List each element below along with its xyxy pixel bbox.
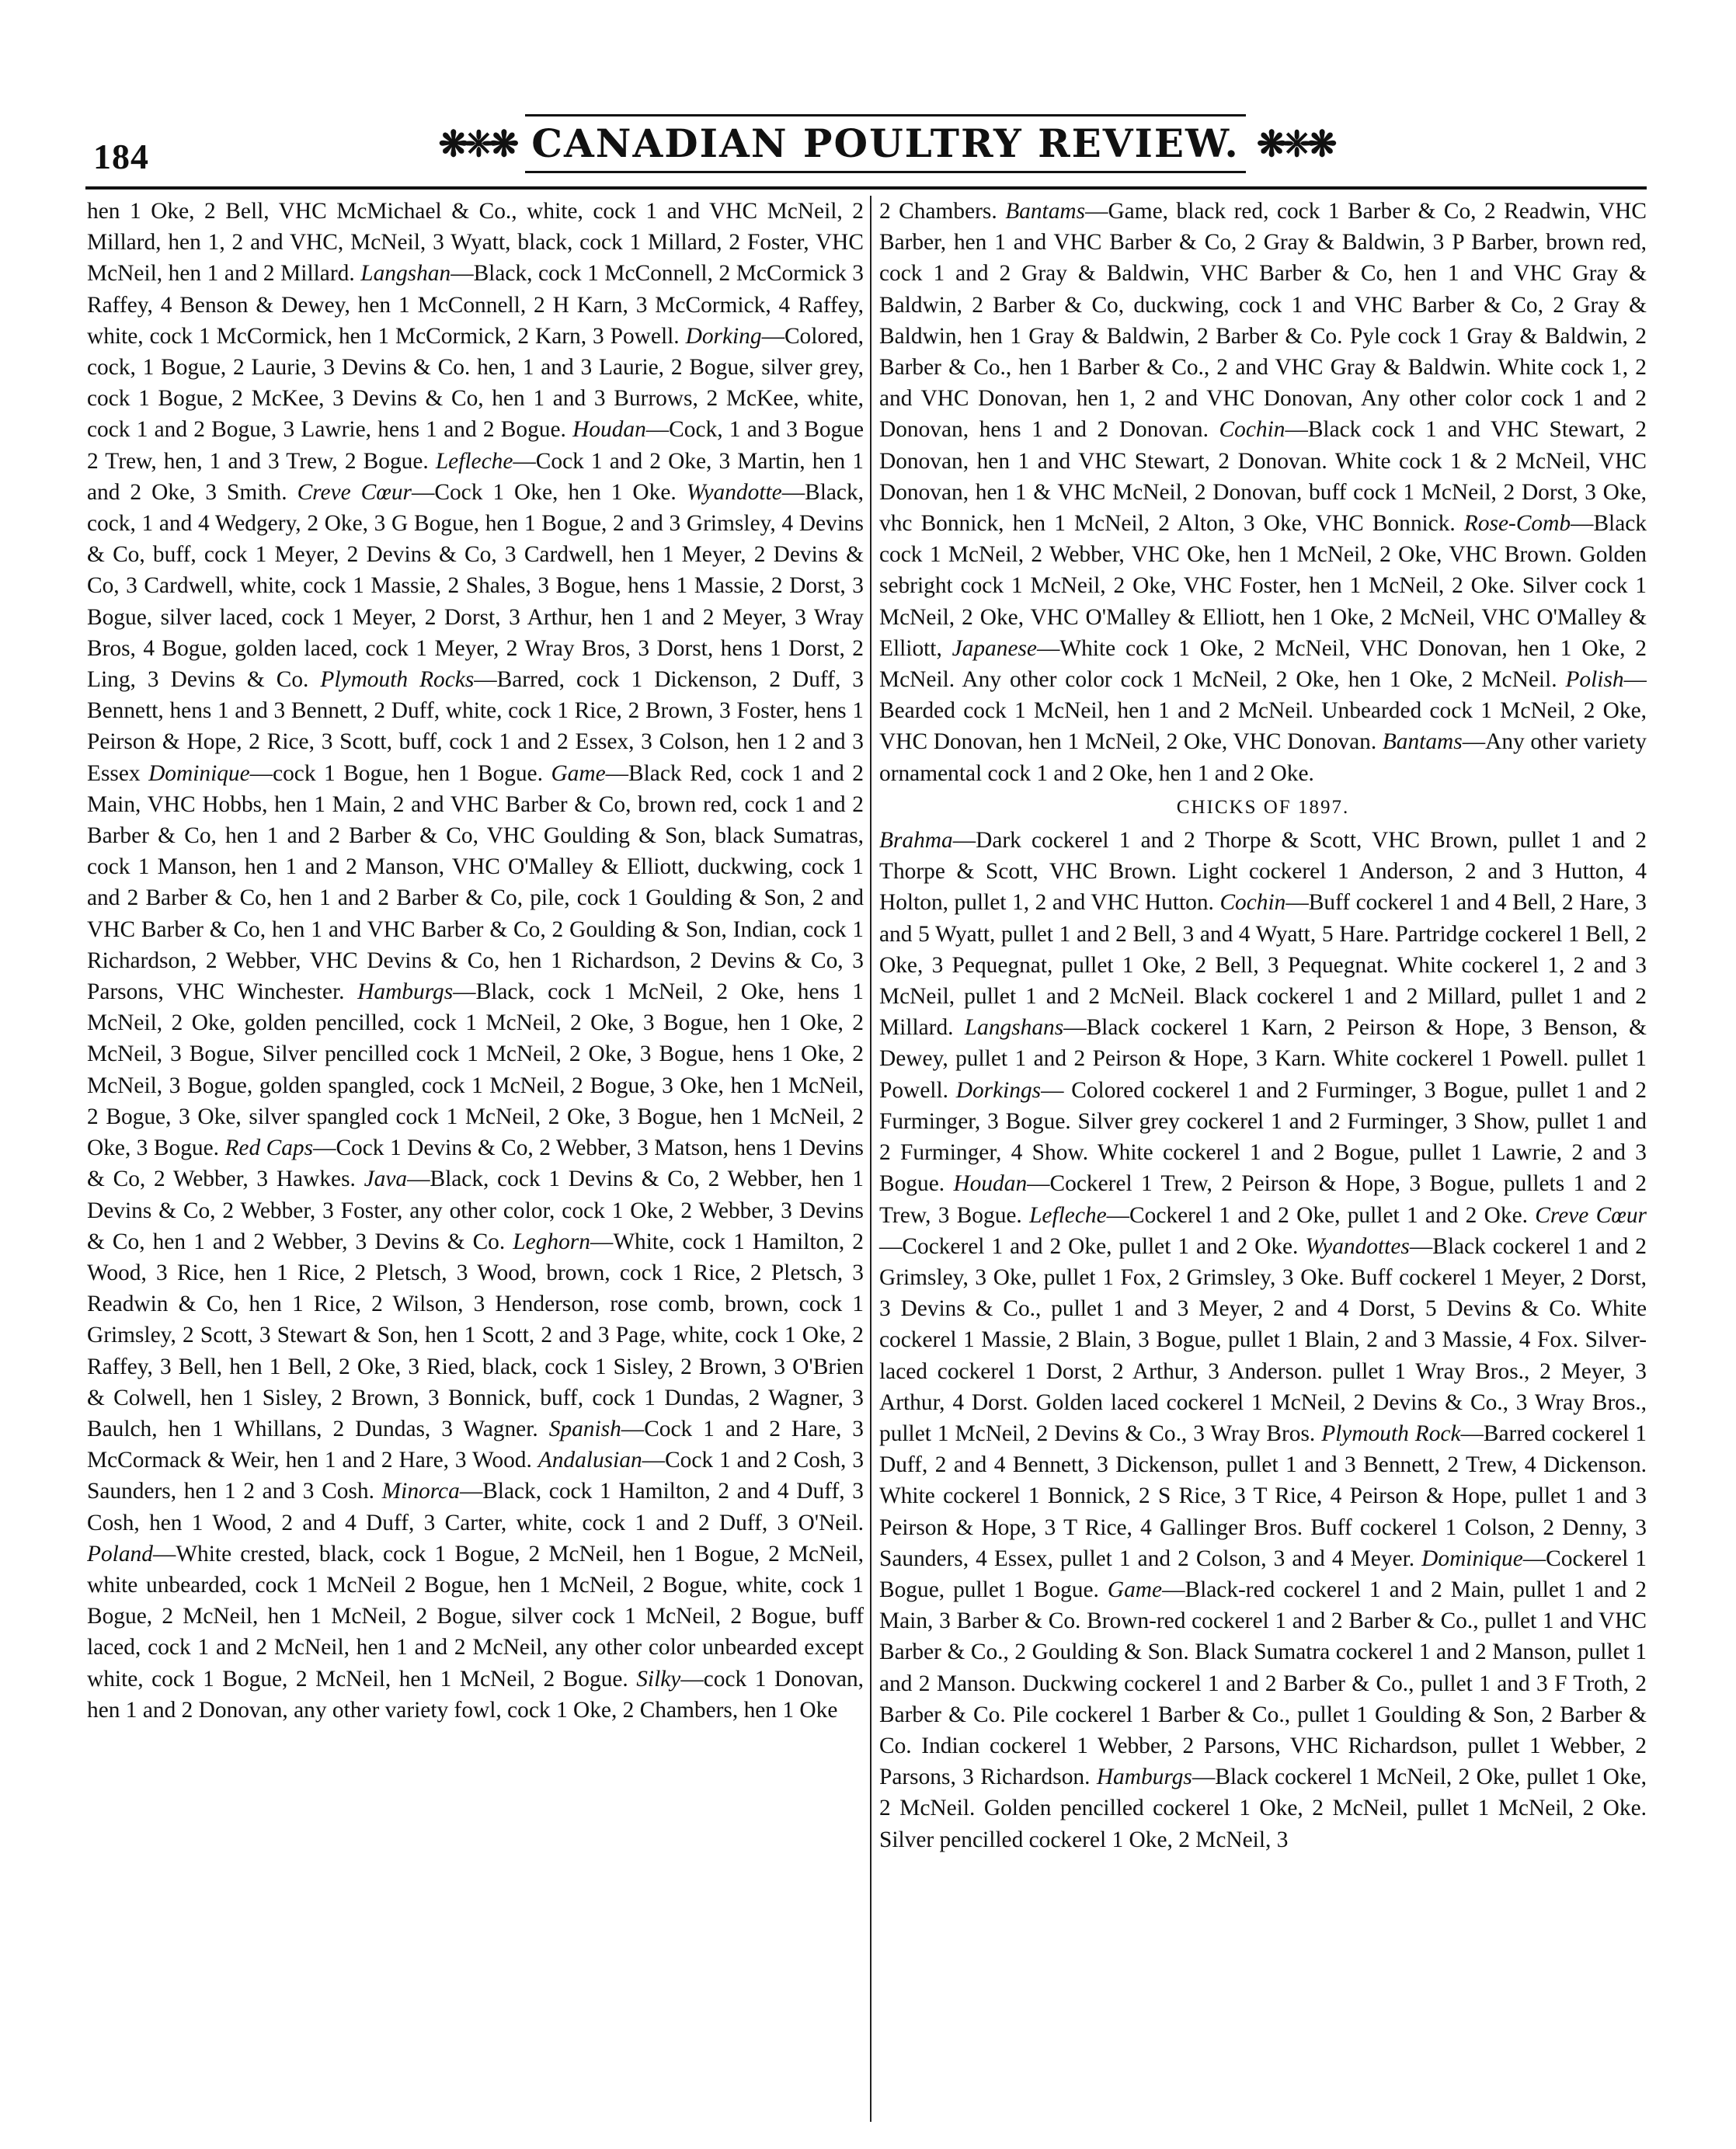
entry-text: —Black, cock, 1 and 4 Wedgery, 2 Oke, 3 G Bogue, hen 1 Bogue, 2 and 3 Grimsley, 4 Devins & Co, buff, cock 1 Meyer, 2 Devins & Co, 3 Cardwell, hen 1 Meyer, 2 Devins & Co, 3 Cardwell, white, cock 1 Massie, 2 Shales, 3 Bogue, hens 1 Massie, 2 Dorst, 3 Bogue, silver laced, cock 1 Meyer, 2 Dorst, 3 Arthur, hen 1 and 2 Meyer, 3 Wray Bros, 4 Bogue, golden laced, cock 1 Meyer, 2 Wray Bros, 3 Dorst, hens 1 Dorst, 2 Ling, 3 Devins & Co.	[87, 479, 864, 693]
entry-text: —Barred cockerel 1 Duff, 2 and 4 Bennett, 3 Dickenson, pullet 1 and 3 Bennett, 2 Trew, 4 Dickenson. White cockerel 1 Bonnick, 2 S Rice, 3 T Rice, 4 Peirson & Hope, pullet 1 and 3 Peirson & Hope, 3 T Rice, 4 Gallinger Bros. Buff cockerel 1 Colson, 2 Denny, 3 Saunders, 4 Essex, pullet 1 and 2 Colson, 3 and 4 Meyer.	[879, 1420, 1647, 1571]
breed-heading: Langshan	[360, 261, 451, 287]
entry-text: —White crested, black, cock 1 Bogue, 2 McNeil, hen 1 Bogue, 2 McNeil, white unbearded, cock 1 McNeil 2 Bogue, hen 1 McNeil, 2 Bogue, white, cock 1 Bogue, 2 McNeil, hen 1 McNeil, 2 Bogue, silver cock 1 McNeil, 2 Bogue, buff laced, cock 1 and 2 McNeil, hen 1 and 2 McNeil, any other color unbearded except white, cock 1 Bogue, 2 McNeil, hen 1 McNeil, 2 Bogue.	[87, 1541, 864, 1692]
entry-text: —Black, cock 1 McConnell, 2 McCormick 3 Raffey, 4 Benson & Dewey, hen 1 McConnell, 2 H Karn, 3 McCormick, 4 Raffey, white, cock 1 McCormick, hen 1 McCormick, 2 Karn, 3 Powell.	[87, 261, 864, 349]
entry-text: —Dark cockerel 1 and 2 Thorpe & Scott, VHC Brown, pullet 1 and 2 Thorpe & Scott, VHC Brown. Light cockerel 1 Anderson, 2 and 3 Hutton, 4 Holton, pullet 1, 2 and VHC Hutton.	[879, 828, 1647, 916]
breed-heading: Leghorn	[513, 1229, 590, 1254]
breed-heading: Polish	[1565, 667, 1624, 693]
entry-text: —Black cockerel 1 Karn, 2 Peirson & Hope, 3 Benson, & Dewey, pullet 1 and 2 Peirson & Hope, 3 Karn. White cockerel 1 Powell. pullet 1 Powell.	[879, 1015, 1647, 1103]
entry-text: —Cockerel 1 and 2 Oke, pullet 1 and 2 Oke.	[1106, 1202, 1536, 1228]
entry-text: —Cock, 1 and 3 Bogue 2 Trew, hen, 1 and 3 Trew, 2 Bogue.	[87, 417, 864, 474]
masthead	[438, 109, 1333, 179]
breed-heading: Game	[1107, 1577, 1163, 1602]
entry-text: —Black Red, cock 1 and 2 Main, VHC Hobbs, hen 1 Main, 2 and VHC Barber & Co, brown red, cock 1 and 2 Barber & Co, hen 1 and 2 Barber & Co, VHC Goulding & Son, black Sumatras, cock 1 Manson, hen 1 and 2 Manson, VHC O'Malley & Elliott, duckwing, cock 1 and 2 Barber & Co, hen 1 and 2 Barber & Co, pile, cock 1 Goulding & Son, 2 and VHC Barber & Co, hen 1 and VHC Barber & Co, 2 Goulding & Son, Indian, cock 1 Richardson, 2 Webber, VHC Devins & Co, hen 1 Richardson, 2 Devins & Co, 3 Parsons, VHC Winchester.	[87, 760, 864, 1005]
breed-heading: Bantams	[1005, 199, 1086, 224]
entry-text: —Black cock 1 and VHC Stewart, 2 Donovan, hen 1 and VHC Stewart, 2 Donovan. White cock 1 & 2 McNeil, VHC Donovan, hen 1 & VHC McNeil, 2 Donovan, buff cock 1 McNeil, 2 Dorst, 3 Oke, vhc Bonnick, hen 1 McNeil, 2 Alton, 3 Oke, VHC Bonnick.	[879, 417, 1647, 537]
breed-heading: Lefleche	[1029, 1202, 1107, 1228]
breed-heading: Cochin	[1219, 417, 1285, 443]
entry-text: —Black cockerel 1 and 2 Grimsley, 3 Oke, pullet 1 Fox, 2 Grimsley, 3 Oke. Buff cockerel 1 Meyer, 2 Dorst, 3 Devins & Co., pullet 1 and 3 Meyer, 2 and 4 Dorst, 5 Devins & Co. White cockerel 1 Massie, 2 Blain, 3 Bogue, pullet 1 Blain, 2 and 3 Massie, 4 Fox. Silver-laced cockerel 1 Dorst, 2 Arthur, 3 Anderson. pullet 1 Wray Bros., 2 Meyer, 3 Arthur, 4 Dorst. Golden laced cockerel 1 McNeil, 2 Devins & Co., 3 Wray Bros., pullet 1 McNeil, 2 Devins & Co., 3 Wray Bros.	[879, 1233, 1647, 1446]
entry-text: —Cockerel 1 and 2 Oke, pullet 1 and 2 Oke.	[879, 1233, 1306, 1259]
entry-text: —cock 1 Bogue, hen 1 Bogue.	[249, 760, 551, 786]
entry-text: —Cock 1 and 2 Hare, 3 McCormack & Weir, hen 1 and 2 Hare, 3 Wood.	[87, 1416, 864, 1473]
entry-text: —Game, black red, cock 1 Barber & Co, 2 Readwin, VHC Barber, hen 1 and VHC Barber & Co, 2 Gray & Baldwin, 3 P Barber, brown red, cock 1 and 2 Gray & Baldwin, VHC Barber & Co, hen 1 and VHC Gray & Baldwin, 2 Barber & Co, duckwing, cock 1 and VHC Barber & Co, 2 Gray & Baldwin, hen 1 Gray & Baldwin, 2 Barber & Co. Pyle cock 1 Gray & Baldwin, 2 Barber & Co., hen 1 Barber & Co., 2 and VHC Gray & Baldwin. White cock 1, 2 and VHC Donovan, hen 1, 2 and VHC Donovan, Any other color cock 1 and 2 Donovan, hens 1 and 2 Donovan.	[879, 199, 1647, 443]
breed-heading: Lefleche	[435, 448, 513, 474]
entry-text: —Cockerel 1 Trew, 2 Peirson & Hope, 3 Bogue, pullets 1 and 2 Trew, 3 Bogue.	[879, 1171, 1647, 1228]
entry-text: —Cock 1 Oke, hen 1 Oke.	[411, 479, 687, 505]
entry-text: 2 Chambers.	[879, 199, 1006, 224]
entry-text: —Buff cockerel 1 and 4 Bell, 2 Hare, 3 and 5 Wyatt, pullet 1 and 2 Bell, 3 and 4 Wyatt, 5 Hare. Partridge cockerel 1 Bell, 2 Oke, 3 Pequegnat, pullet 1 Oke, 2 Bell, 3 Pequegnat. White cockerel 1, 2 and 3 McNeil, pullet 1 and 2 McNeil. Black cockerel 1 and 2 Millard, pullet 1 and 2 Millard.	[879, 890, 1647, 1041]
entry-text: —White, cock 1 Hamilton, 2 Wood, 3 Rice, hen 1 Rice, 2 Pletsch, 3 Wood, brown, cock 1 Rice, 2 Pletsch, 3 Readwin & Co, hen 1 Rice, 2 Wilson, 3 Henderson, rose comb, brown, cock 1 Grimsley, 2 Scott, 3 Stewart & Son, hen 1 Scott, 2 and 3 Page, white, cock 1 Oke, 2 Raffey, 3 Bell, hen 1 Bell, 2 Oke, 3 Ried, black, cock 1 Sisley, 2 Brown, 3 O'Brien & Colwell, hen 1 Sisley, 2 Brown, 3 Bonnick, buff, cock 1 Dundas, 2 Wagner, 3 Baulch, hen 1 Whillans, 2 Dundas, 3 Wagner.	[87, 1229, 864, 1441]
entry-text: —Black-red cockerel 1 and 2 Main, pullet 1 and 2 Main, 3 Barber & Co. Brown-red cockerel 1 and 2 Barber & Co., pullet 1 and VHC Barber & Co., 2 Goulding & Son. Black Sumatra cockerel 1 and 2 Manson, pullet 1 and 2 Manson. Duckwing cockerel 1 and 2 Barber & Co., pullet 1 and 3 F Troth, 2 Barber & Co. Pile cockerel 1 Barber & Co., pullet 1 Goulding & Son, 2 Barber & Co. Indian cockerel 1 Webber, 2 Parsons, VHC Richardson, pullet 1 Webber, 2 Parsons, 3 Richardson.	[879, 1577, 1647, 1790]
entry-text: — Colored cockerel 1 and 2 Furminger, 3 Bogue, pullet 1 and 2 Furminger, 3 Bogue. Silver grey cockerel 1 and 2 Furminger, 3 Show, pullet 1 and 2 Furminger, 4 Show. White cockerel 1 and 2 Bogue, pullet 1 Lawrie, 2 and 3 Bogue.	[879, 1077, 1647, 1197]
entry-text: —Black, cock 1 Hamilton, 2 and 4 Duff, 3 Cosh, hen 1 Wood, 2 and 4 Duff, 3 Carter, white, cock 1 and 2 Duff, 3 O'Neil.	[87, 1479, 864, 1535]
right-paragraph-chicks	[879, 825, 1647, 1855]
breed-heading: Dominique	[1421, 1546, 1523, 1571]
text-columns	[87, 196, 1647, 2122]
breed-heading: Houdan	[953, 1171, 1028, 1197]
breed-heading: Hamburgs	[357, 979, 454, 1005]
entry-text: —Any other variety ornamental cock 1 and 2 Oke, hen 1 and 2 Oke.	[879, 729, 1647, 786]
breed-heading: Bantams	[1382, 729, 1463, 755]
masthead-title: CANADIAN POULTRY REVIEW.	[525, 114, 1246, 173]
right-paragraph-adults	[879, 196, 1647, 789]
breed-heading: Creve Cœur	[297, 479, 412, 505]
breed-heading: Hamburgs	[1096, 1765, 1192, 1790]
entry-text: hen 1 Oke, 2 Bell, VHC McMichael & Co., white, cock 1 and VHC McNeil, 2 Millard, hen 1, 2 and VHC, McNeil, 3 Wyatt, black, cock 1 Millard, 2 Foster, VHC McNeil, hen 1 and 2 Millard.	[87, 199, 864, 287]
entry-text: —Black, cock 1 Devins & Co, 2 Webber, hen 1 Devins & Co, 2 Webber, 3 Foster, any other color, cock 1 Oke, 2 Webber, 3 Devins & Co, hen 1 and 2 Webber, 3 Devins & Co.	[87, 1167, 864, 1254]
page-header	[0, 0, 1736, 194]
breed-heading: Wyandottes	[1305, 1233, 1410, 1259]
header-rule	[85, 186, 1647, 190]
breed-heading: Silky	[636, 1666, 681, 1692]
breed-heading: Dorking	[685, 323, 762, 349]
breed-heading: Game	[551, 760, 606, 786]
entry-text: —Black cock 1 McNeil, 2 Webber, VHC Oke, hen 1 McNeil, 2 Oke, VHC Brown. Golden sebright cock 1 McNeil, 2 Oke, VHC Foster, hen 1 McNeil, 2 Oke. Silver cock 1 McNeil, 2 Oke, VHC O'Malley & Elliott, hen 1 Oke, 2 McNeil, VHC O'Malley & Elliott,	[879, 511, 1647, 661]
breed-heading: Cochin	[1219, 890, 1286, 916]
entry-text: —Cock 1 Devins & Co, 2 Webber, 3 Matson, hens 1 Devins & Co, 2 Webber, 3 Hawkes.	[87, 1135, 864, 1192]
breed-heading: Dominique	[148, 760, 250, 786]
breed-heading: Andalusian	[537, 1448, 642, 1473]
breed-heading: Houdan	[572, 417, 646, 443]
breed-heading: Plymouth Rocks	[320, 667, 475, 693]
entry-text: —Cock 1 and 2 Cosh, 3 Saunders, hen 1 2 and 3 Cosh.	[87, 1448, 864, 1504]
entry-text: —Black cockerel 1 McNeil, 2 Oke, pullet 1 Oke, 2 McNeil. Golden pencilled cockerel 1 Oke, 2 McNeil, pullet 1 McNeil, 2 Oke. Silver pencilled cockerel 1 Oke, 2 McNeil, 3	[879, 1765, 1647, 1852]
left-paragraph	[87, 196, 864, 1726]
breed-heading: Brahma	[879, 828, 953, 854]
breed-heading: Langshans	[964, 1015, 1064, 1041]
section-subheading: CHICKS OF 1897.	[1176, 796, 1350, 818]
entry-text: —White cock 1 Oke, 2 McNeil, VHC Donovan, hen 1 Oke, 2 McNeil. Any other color cock 1 McNeil, 2 Oke, hen 1 Oke, 2 McNeil.	[879, 635, 1647, 693]
breed-heading: Japanese	[951, 635, 1037, 661]
entry-text: —Black, cock 1 McNeil, 2 Oke, hens 1 McNeil, 2 Oke, golden pencilled, cock 1 McNeil, 2 Oke, 3 Bogue, hen 1 Oke, 2 McNeil, 3 Bogue, Silver pencilled cock 1 McNeil, 2 Oke, 3 Bogue, hens 1 Oke, 2 McNeil, 3 Bogue, golden spangled, cock 1 McNeil, 2 Bogue, 3 Oke, hen 1 McNeil, 2 Bogue, 3 Oke, silver spangled cock 1 McNeil, 2 Oke, 3 Bogue, hen 1 McNeil, 2 Oke, 3 Bogue.	[87, 979, 864, 1161]
breed-heading: Wyandotte	[686, 479, 782, 505]
breed-heading: Java	[364, 1167, 408, 1192]
breed-heading: Rose-Comb	[1463, 511, 1571, 537]
breed-heading: Dorkings	[955, 1077, 1042, 1103]
breed-heading: Spanish	[548, 1416, 621, 1441]
right-column	[870, 196, 1647, 2122]
ornament-left-icon: ❋❈❋	[438, 124, 515, 164]
ornament-right-icon: ❋❈❋	[1256, 124, 1333, 164]
left-column	[87, 196, 864, 2122]
entry-text: —Cock 1 and 2 Oke, 3 Martin, hen 1 and 2 Oke, 3 Smith.	[87, 448, 864, 505]
breed-heading: Red Caps	[224, 1135, 314, 1161]
breed-heading: Creve Cœur	[1535, 1202, 1647, 1228]
entry-text: —Colored, cock, 1 Bogue, 2 Laurie, 3 Devins & Co. hen, 1 and 3 Laurie, 2 Bogue, silver grey, cock 1 Bogue, 2 McKee, 3 Devins & Co, hen 1 and 3 Burrows, 2 McKee, white, cock 1 and 2 Bogue, 3 Lawrie, hens 1 and 2 Bogue.	[87, 323, 864, 443]
entry-text: —cock 1 Donovan, hen 1 and 2 Donovan, any other variety fowl, cock 1 Oke, 2 Chambers, hen 1 Oke	[87, 1666, 864, 1723]
entry-text: —Cockerel 1 Bogue, pullet 1 Bogue.	[879, 1546, 1647, 1602]
entry-text: —Bearded cock 1 McNeil, hen 1 and 2 McNeil. Unbearded cock 1 McNeil, 2 Oke, VHC Donovan, hen 1 McNeil, 2 Oke, VHC Donovan.	[879, 667, 1647, 755]
breed-heading: Minorca	[381, 1479, 460, 1504]
breed-heading: Plymouth Rock	[1321, 1420, 1461, 1446]
entry-text: —Barred, cock 1 Dickenson, 2 Duff, 3 Bennett, hens 1 and 3 Bennett, 2 Duff, white, cock 1 Rice, 2 Brown, 3 Foster, hens 1 Peirson & Hope, 2 Rice, 3 Scott, buff, cock 1 and 2 Essex, 3 Colson, hen 1 2 and 3 Essex	[87, 667, 864, 786]
page-number: 184	[93, 137, 149, 176]
breed-heading: Poland	[87, 1541, 153, 1567]
